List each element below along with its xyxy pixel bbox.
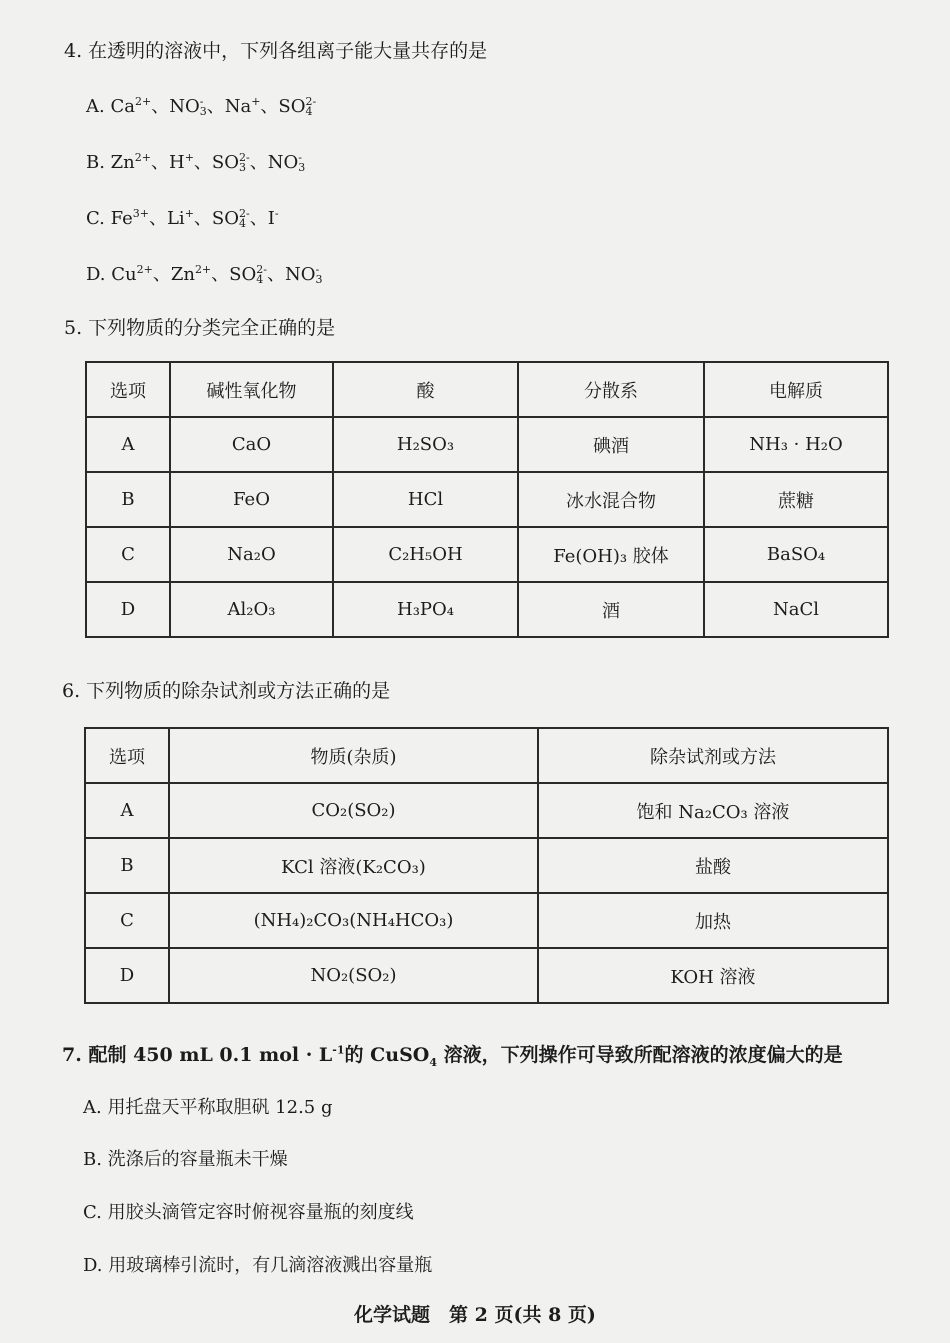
q7-stem-part-c: 溶液，下列操作可导致所配溶液的浓度偏大的是 bbox=[437, 1044, 843, 1066]
table-row bbox=[85, 948, 888, 1003]
ion: Zn 2+ bbox=[170, 263, 212, 285]
ion: Na + bbox=[224, 95, 261, 117]
q5-cell-oxide: CaO bbox=[170, 417, 333, 472]
q5-cell-electrolyte: 蔗糖 bbox=[704, 472, 888, 527]
ion: NO - 3 bbox=[284, 263, 323, 286]
ion-separator: 、 bbox=[151, 96, 170, 117]
q5-cell-option: A bbox=[86, 417, 170, 472]
q4-option-a[interactable] bbox=[86, 92, 316, 118]
q5-cell-dispersion: 冰水混合物 bbox=[518, 472, 704, 527]
q6-cell-substance: (NH₄)₂CO₃(NH₄HCO₃) bbox=[169, 893, 538, 948]
page-footer: 化学试题 第 2 页(共 8 页) bbox=[354, 1304, 596, 1326]
ion: Cu 2+ bbox=[111, 263, 153, 285]
q5-header-option: 选项 bbox=[86, 362, 170, 417]
ion-separator: 、 bbox=[193, 152, 212, 173]
q5-cell-option: B bbox=[86, 472, 170, 527]
q5-cell-acid: H₃PO₄ bbox=[333, 582, 518, 637]
q7-option-c[interactable]: C. 用胶头滴管定容时俯视容量瓶的刻度线 bbox=[83, 1202, 414, 1223]
q5-cell-option: C bbox=[86, 527, 170, 582]
q7-stem-subscript: 4 bbox=[429, 1055, 438, 1069]
q7-option-b[interactable]: B. 洗涤后的容量瓶未干燥 bbox=[83, 1149, 288, 1170]
q5-cell-acid: HCl bbox=[333, 472, 518, 527]
q6-header-option: 选项 bbox=[85, 728, 169, 783]
q4-option-d[interactable] bbox=[86, 260, 322, 286]
q7-stem bbox=[62, 1040, 843, 1069]
table-row bbox=[86, 527, 888, 582]
q6-cell-option: D bbox=[85, 948, 169, 1003]
option-letter: A. bbox=[86, 96, 111, 117]
ion: H + bbox=[169, 151, 194, 173]
q5-table bbox=[85, 361, 889, 638]
q5-cell-dispersion: 酒 bbox=[518, 582, 704, 637]
q5-cell-electrolyte: BaSO₄ bbox=[704, 527, 888, 582]
q5-cell-dispersion: 碘酒 bbox=[518, 417, 704, 472]
table-row bbox=[86, 472, 888, 527]
ion-separator: 、 bbox=[206, 96, 225, 117]
q5-cell-oxide: FeO bbox=[170, 472, 333, 527]
ion: NO - 3 bbox=[169, 95, 207, 118]
ion: Zn 2+ bbox=[110, 151, 151, 173]
ion: NO - 3 bbox=[267, 151, 306, 174]
q6-cell-substance: NO₂(SO₂) bbox=[169, 948, 538, 1003]
ion-separator: 、 bbox=[193, 208, 212, 229]
ion-separator: 、 bbox=[211, 264, 230, 285]
q5-stem: 5. 下列物质的分类完全正确的是 bbox=[64, 317, 336, 339]
option-letter: B. bbox=[86, 152, 111, 173]
q6-cell-method: 饱和 Na₂CO₃ 溶液 bbox=[538, 783, 888, 838]
q7-option-a[interactable]: A. 用托盘天平称取胆矾 12.5 g bbox=[83, 1097, 333, 1118]
q5-cell-acid: H₂SO₃ bbox=[333, 417, 518, 472]
q5-cell-electrolyte: NaCl bbox=[704, 582, 888, 637]
ion: SO 2- 4 bbox=[229, 263, 267, 286]
ion: SO 2- 4 bbox=[278, 95, 317, 118]
q4-option-b[interactable] bbox=[86, 148, 305, 174]
q6-header-method: 除杂试剂或方法 bbox=[538, 728, 888, 783]
table-row bbox=[85, 838, 888, 893]
q6-header-substance: 物质(杂质) bbox=[169, 728, 538, 783]
ion-separator: 、 bbox=[152, 264, 171, 285]
q5-cell-oxide: Al₂O₃ bbox=[170, 582, 333, 637]
q4-option-c[interactable] bbox=[86, 204, 279, 230]
q5-header-oxide: 碱性氧化物 bbox=[170, 362, 333, 417]
q6-cell-option: C bbox=[85, 893, 169, 948]
q5-header-electrolyte: 电解质 bbox=[704, 362, 888, 417]
ion-separator: 、 bbox=[148, 208, 167, 229]
ion: I - bbox=[267, 207, 279, 229]
table-row bbox=[85, 893, 888, 948]
q5-cell-electrolyte: NH₃ · H₂O bbox=[704, 417, 888, 472]
ion: SO 2- 3 bbox=[211, 151, 250, 174]
q6-cell-method: 盐酸 bbox=[538, 838, 888, 893]
q6-stem: 6. 下列物质的除杂试剂或方法正确的是 bbox=[62, 680, 391, 702]
ion-separator: 、 bbox=[249, 208, 268, 229]
q5-cell-option: D bbox=[86, 582, 170, 637]
table-row bbox=[86, 417, 888, 472]
ion: SO 2- 4 bbox=[211, 207, 250, 230]
option-letter: C. bbox=[86, 208, 111, 229]
table-row bbox=[86, 582, 888, 637]
q7-stem-part-a: 7. 配制 450 mL 0.1 mol · L bbox=[62, 1044, 333, 1066]
q7-option-d[interactable]: D. 用玻璃棒引流时，有几滴溶液溅出容量瓶 bbox=[83, 1255, 433, 1276]
q6-cell-substance: CO₂(SO₂) bbox=[169, 783, 538, 838]
ion: Fe 3+ bbox=[110, 207, 149, 229]
ion: Ca 2+ bbox=[110, 95, 152, 117]
q7-stem-part-b: 的 CuSO bbox=[344, 1044, 430, 1066]
table-row bbox=[85, 783, 888, 838]
ion-separator: 、 bbox=[249, 152, 268, 173]
q6-cell-option: B bbox=[85, 838, 169, 893]
q5-cell-acid: C₂H₅OH bbox=[333, 527, 518, 582]
ion: Li + bbox=[166, 207, 194, 229]
q6-table bbox=[84, 727, 889, 1004]
q5-header-row bbox=[86, 362, 888, 417]
q5-cell-dispersion: Fe(OH)₃ 胶体 bbox=[518, 527, 704, 582]
option-letter: D. bbox=[86, 264, 112, 285]
q6-cell-option: A bbox=[85, 783, 169, 838]
q5-header-dispersion: 分散系 bbox=[518, 362, 704, 417]
ion-separator: 、 bbox=[266, 264, 285, 285]
ion-separator: 、 bbox=[260, 96, 279, 117]
q6-cell-substance: KCl 溶液(K₂CO₃) bbox=[169, 838, 538, 893]
q5-cell-oxide: Na₂O bbox=[170, 527, 333, 582]
q6-header-row bbox=[85, 728, 888, 783]
q6-cell-method: KOH 溶液 bbox=[538, 948, 888, 1003]
q4-stem: 4. 在透明的溶液中，下列各组离子能大量共存的是 bbox=[64, 40, 488, 62]
q6-cell-method: 加热 bbox=[538, 893, 888, 948]
q7-stem-exponent: -1 bbox=[332, 1043, 345, 1057]
q5-header-acid: 酸 bbox=[333, 362, 518, 417]
ion-separator: 、 bbox=[151, 152, 169, 173]
